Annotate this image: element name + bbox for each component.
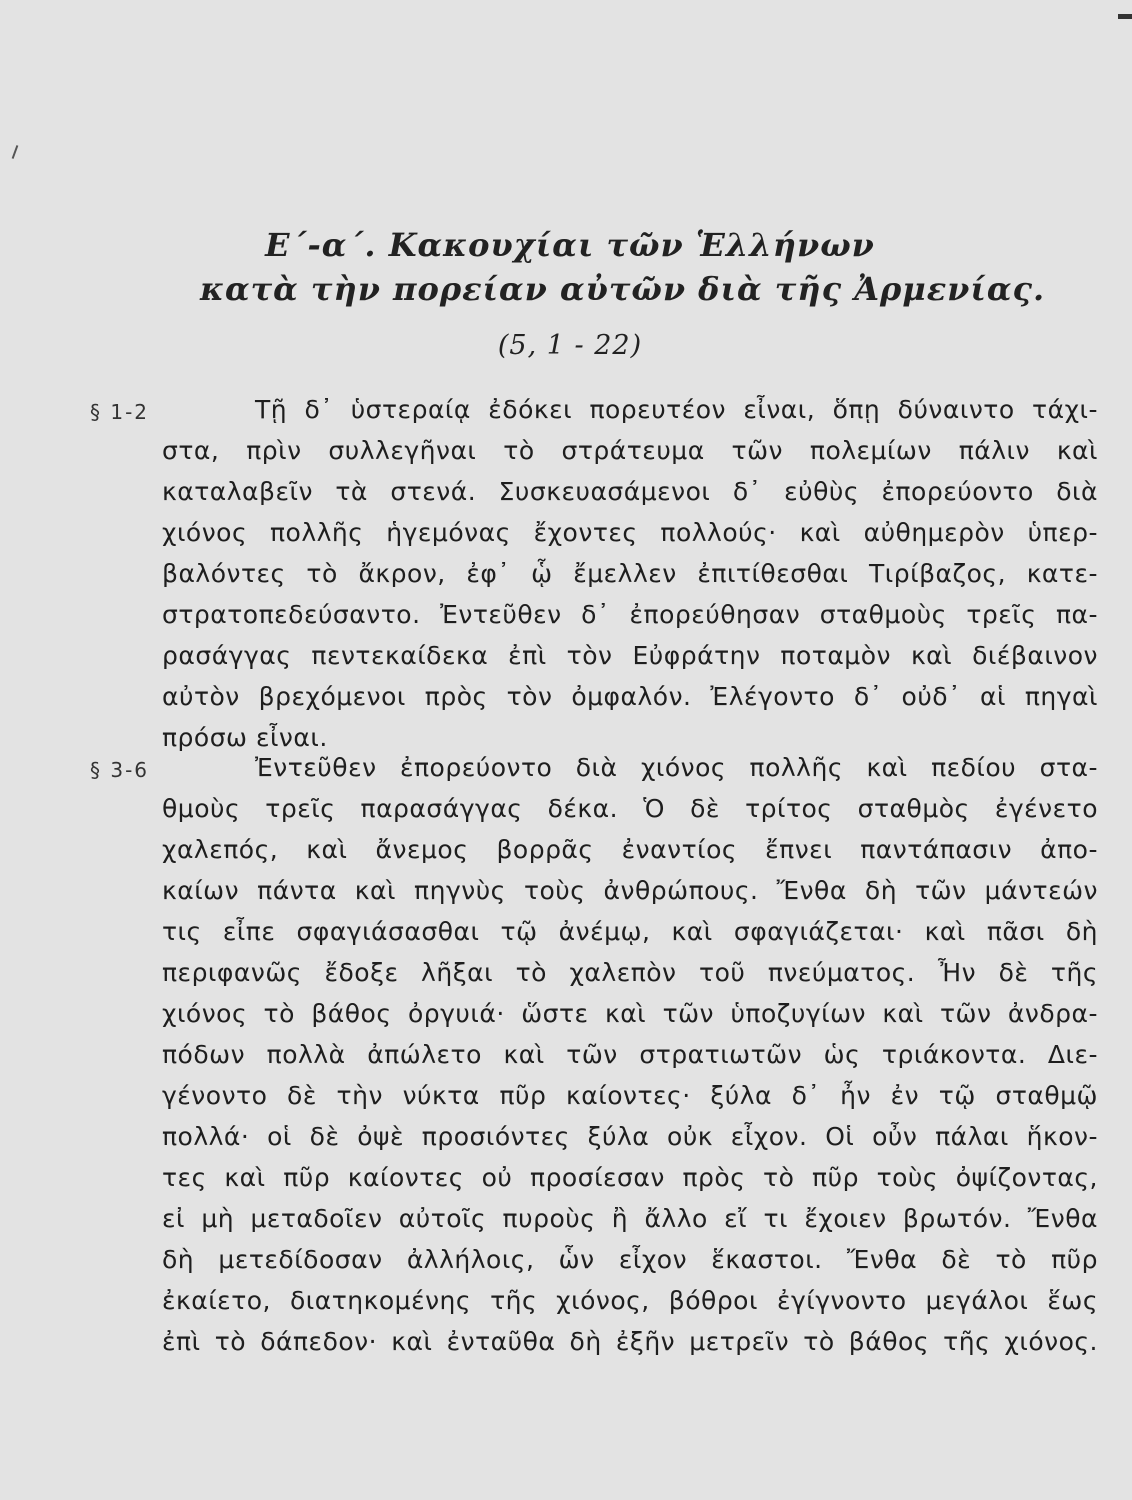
section-label: § 1-2 bbox=[90, 400, 150, 424]
chapter-title-line-2: κατὰ τὴν πορείαν αὐτῶν διὰ τῆς Ἀρμενίας. bbox=[200, 270, 1046, 308]
text-line: δὴ μετεδίδοσαν ἀλλήλοις, ὧν εἶχον ἕκαστοι. Ἔνθα δὲ τὸ πῦρ bbox=[162, 1245, 1098, 1274]
margin-mark bbox=[12, 145, 19, 159]
text-line: πρόσω εἶναι. bbox=[162, 723, 328, 752]
text-line: αὐτὸν βρεχόμενοι πρὸς τὸν ὀμφαλόν. Ἐλέγοντο δ᾽ οὐδ᾽ αἱ πηγαὶ bbox=[162, 682, 1098, 711]
text-line: πόδων πολλὰ ἀπώλετο καὶ τῶν στρατιωτῶν ὡς τριάκοντα. Διε- bbox=[162, 1040, 1098, 1069]
text-line: ἐκαίετο, διατηκομένης τῆς χιόνος, βόθροι ἐγίγνοντο μεγάλοι ἕως bbox=[162, 1286, 1098, 1315]
text-line: βαλόντες τὸ ἄκρον, ἐφ᾽ ᾧ ἔμελλεν ἐπιτίθεσθαι Τιρίβαζος, κατε- bbox=[162, 559, 1098, 588]
text-line: τες καὶ πῦρ καίοντες οὐ προσίεσαν πρὸς τὸ πῦρ τοὺς ὀψίζοντας, bbox=[162, 1163, 1098, 1192]
text-line: γένοντο δὲ τὴν νύκτα πῦρ καίοντες· ξύλα δ᾽ ἦν ἐν τῷ σταθμῷ bbox=[162, 1081, 1098, 1110]
text-line: εἰ μὴ μεταδοῖεν αὐτοῖς πυροὺς ἢ ἄλλο εἴ τι ἔχοιεν βρωτόν. Ἔνθα bbox=[162, 1204, 1098, 1233]
text-line: ρασάγγας πεντεκαίδεκα ἐπὶ τὸν Εὐφράτην ποταμὸν καὶ διέβαινον bbox=[162, 641, 1098, 670]
text-line: χιόνος τὸ βάθος ὀργυιά· ὥστε καὶ τῶν ὑποζυγίων καὶ τῶν ἀνδρα- bbox=[162, 999, 1098, 1028]
text-line: Τῇ δ᾽ ὑστεραίᾳ ἐδόκει πορευτέον εἶναι, ὅπῃ δύναιντο τάχι- bbox=[255, 395, 1098, 424]
edge-mark bbox=[1118, 14, 1132, 19]
chapter-title-line-1: Ε΄-α΄. Κακουχίαι τῶν Ἑλλήνων bbox=[265, 226, 875, 264]
text-line: καίων πάντα καὶ πηγνὺς τοὺς ἀνθρώπους. Ἔνθα δὴ τῶν μάντεών bbox=[162, 876, 1098, 905]
text-line: θμοὺς τρεῖς παρασάγγας δέκα. Ὁ δὲ τρίτος σταθμὸς ἐγένετο bbox=[162, 794, 1098, 823]
section-label: § 3-6 bbox=[90, 758, 150, 782]
text-line: στρατοπεδεύσαντο. Ἐντεῦθεν δ᾽ ἐπορεύθησαν σταθμοὺς τρεῖς πα- bbox=[162, 600, 1098, 629]
text-line: Ἐντεῦθεν ἐπορεύοντο διὰ χιόνος πολλῆς καὶ πεδίου στα- bbox=[255, 753, 1098, 782]
chapter-reference: (5, 1 - 22) bbox=[497, 330, 643, 361]
text-line: ἐπὶ τὸ δάπεδον· καὶ ἐνταῦθα δὴ ἐξῆν μετρεῖν τὸ βάθος τῆς χιόνος. bbox=[162, 1327, 1098, 1356]
text-line: τις εἶπε σφαγιάσασθαι τῷ ἀνέμῳ, καὶ σφαγιάζεται· καὶ πᾶσι δὴ bbox=[162, 917, 1098, 946]
text-line: χαλεπός, καὶ ἄνεμος βορρᾶς ἐναντίος ἔπνει παντάπασιν ἀπο- bbox=[162, 835, 1098, 864]
text-line: πολλά· οἱ δὲ ὀψὲ προσιόντες ξύλα οὐκ εἶχον. Οἱ οὖν πάλαι ἥκον- bbox=[162, 1122, 1098, 1151]
text-line: χιόνος πολλῆς ἡγεμόνας ἔχοντες πολλούς· καὶ αὐθημερὸν ὑπερ- bbox=[162, 518, 1098, 547]
text-line: καταλαβεῖν τὰ στενά. Συσκευασάμενοι δ᾽ εὐθὺς ἐπορεύοντο διὰ bbox=[162, 477, 1098, 506]
text-line: περιφανῶς ἔδοξε λῆξαι τὸ χαλεπὸν τοῦ πνεύματος. Ἦν δὲ τῆς bbox=[162, 958, 1098, 987]
text-line: στα, πρὶν συλλεγῆναι τὸ στράτευμα τῶν πολεμίων πάλιν καὶ bbox=[162, 436, 1098, 465]
